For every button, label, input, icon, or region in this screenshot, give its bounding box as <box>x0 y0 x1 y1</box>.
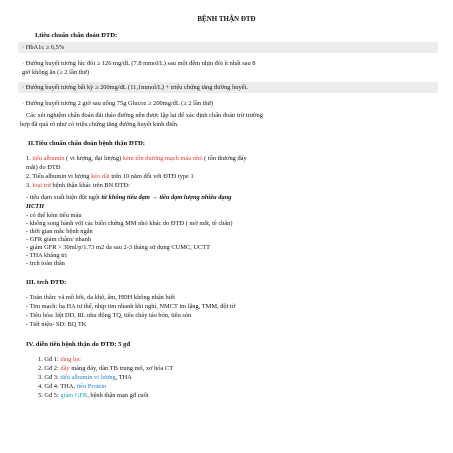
stage-2-post: màng đáy, dãn TB trung mô, xơ hóa CT <box>69 365 174 372</box>
s1-bullet-2a: · Đường huyết tương lúc đói ≥ 126 mg/dL (7.8 mmol/L) sau một đêm nhịn đói ít nhất sau 8 <box>22 60 256 67</box>
stage-2-red: dầy <box>60 365 70 372</box>
s2-dash-1: - có thể kèm tiểu máu <box>26 212 82 219</box>
s1-bullet-2b: giờ không ăn (≥ 2 lần thử) <box>22 69 90 76</box>
s1-para-a: Các xét nghiệm chẩn đoán đái tháo đường nên được lặp lại để xác định chẩn đoán trừ trường <box>26 112 263 119</box>
s2-dash-2: - không song hành với các biến chứng MM nhỏ khác do ĐTĐ ( mờ mắt, tê chân) <box>26 220 233 227</box>
stage-1 <box>38 356 81 365</box>
stage-2 <box>38 365 173 374</box>
s2-line-2 <box>26 173 194 182</box>
shade-row-1 <box>18 42 438 53</box>
stage-3-pre: 3. Gđ 3: <box>38 374 61 381</box>
s3-dash-3: - Tiêu hóa: liệt DD, RL nhu động TQ, tiêu chảy táo bón, tiêu són <box>26 312 192 319</box>
stage-5 <box>38 392 149 401</box>
s2-l4-pre: - tiểu đạm xuất hiện đột ngột <box>26 194 102 201</box>
s2-l4-bold-1: từ không tiểu đạm <box>101 194 150 201</box>
s2-dash-7: - trch toàn thân <box>26 260 65 267</box>
s2-dash-4: - GFR giảm chậm/ nhanh <box>26 236 91 243</box>
s2-line-3 <box>26 182 130 191</box>
stage-1-red: tăng lọc <box>60 356 81 363</box>
stage-3-post: , THA <box>115 374 132 381</box>
s2-l1-post: ( tổn thương đáy <box>202 155 247 162</box>
s2-line-4b: HCTH <box>26 203 45 210</box>
s2-l4-bold-2: tiểu đạm lượng nhiều đạng <box>159 194 232 201</box>
stage-2-pre: 2. Gđ 2: <box>38 365 61 372</box>
stage-3-blue: tiểu albumin vi lượng <box>60 374 116 381</box>
s2-l2-pre: 2. Tiểu albumin vi lượng <box>26 173 92 180</box>
section-1-heading: I.tiêu chuẩn chẩn đoán ĐTĐ: <box>35 32 118 39</box>
stage-5-post: , bệnh thận mạn gđ cuối <box>87 392 149 399</box>
s2-line-1b: mắt) do ĐTĐ <box>26 164 61 171</box>
s1-bullet-3: · Đường huyết tương bất kỳ ≥ 200mg/dL (11,1mmol/L) + triệu chứng tăng đường huyết. <box>22 84 248 91</box>
s2-l1-red-2: kèm tổn thương mạch máu nhỏ <box>122 155 203 162</box>
section-3-heading: III. trch ĐTĐ: <box>26 279 67 286</box>
s1-bullet-4: · Đường huyết tương 2 giờ sau uống 75g Glucoz ≥ 200mg/dL (≥ 2 lần thử) <box>22 100 214 107</box>
stage-4-pre: 4. Gđ 4: THA, <box>38 383 77 390</box>
s2-dash-6: - THA kháng trị <box>26 252 67 259</box>
s2-l3-pre: 3. <box>26 182 33 189</box>
s2-l3-red: loại trừ <box>32 182 51 189</box>
s3-dash-1: - Toàn thân: vã mồ hôi, da khô, ấm, HĐH không nhận biết <box>26 294 176 301</box>
s2-line-1 <box>26 155 247 164</box>
stage-5-pre: 5. Gđ 5: <box>38 392 61 399</box>
stage-3 <box>38 374 132 383</box>
s2-line-4 <box>26 194 231 203</box>
s2-l1-red-1: tiểu albumin <box>32 155 65 162</box>
stage-1-pre: 1. Gđ 1: <box>38 356 61 363</box>
stage-4-blue: tiểu Protein <box>76 383 107 390</box>
stage-5-teal: giảm GFR <box>60 392 88 399</box>
s2-l2-post: trên 10 năm đối với ĐTĐ type 1 <box>109 173 194 180</box>
stage-4 <box>38 383 106 392</box>
arrow-right-icon: → <box>149 194 160 201</box>
s2-dash-5: - giảm GFR > 30ml/p/1.73 m2 da sau 2-3 tháng sử dụng CUMC, UCTT <box>26 244 211 251</box>
s2-l2-red: kéo dài <box>91 173 110 180</box>
s1-para-b: hợp đã quá rõ như có triệu chứng tăng đường huyết kinh điển. <box>20 121 179 128</box>
section-2-heading: II.Tiêu chuẩn chẩn đoán bệnh thận ĐTĐ: <box>28 140 145 147</box>
s3-dash-2: - Tim mạch: hạ HA tư thế, nhịp tim nhanh khi nghỉ, NMCT im lặng, TMM, đột tử <box>26 303 236 310</box>
section-4-heading: IV. diễn tiến bệnh thận do ĐTĐ: 5 gđ <box>26 341 131 348</box>
s2-dash-3: - thời gian mắc bệnh ngắn <box>26 228 93 235</box>
s2-l1-pre: 1. <box>26 155 33 162</box>
s3-dash-4: - Tiết niệu- SD: BQ TK <box>26 321 87 328</box>
s2-l1-mid: ( vi lượng, đại lượng) <box>64 155 123 162</box>
s1-bullet-1: · HbA1c ≥ 6,5% <box>22 44 65 51</box>
page-title: BỆNH THẬN ĐTĐ <box>197 15 256 23</box>
s2-l3-post: bệnh thận khác trên BN ĐTĐ: <box>50 182 130 189</box>
